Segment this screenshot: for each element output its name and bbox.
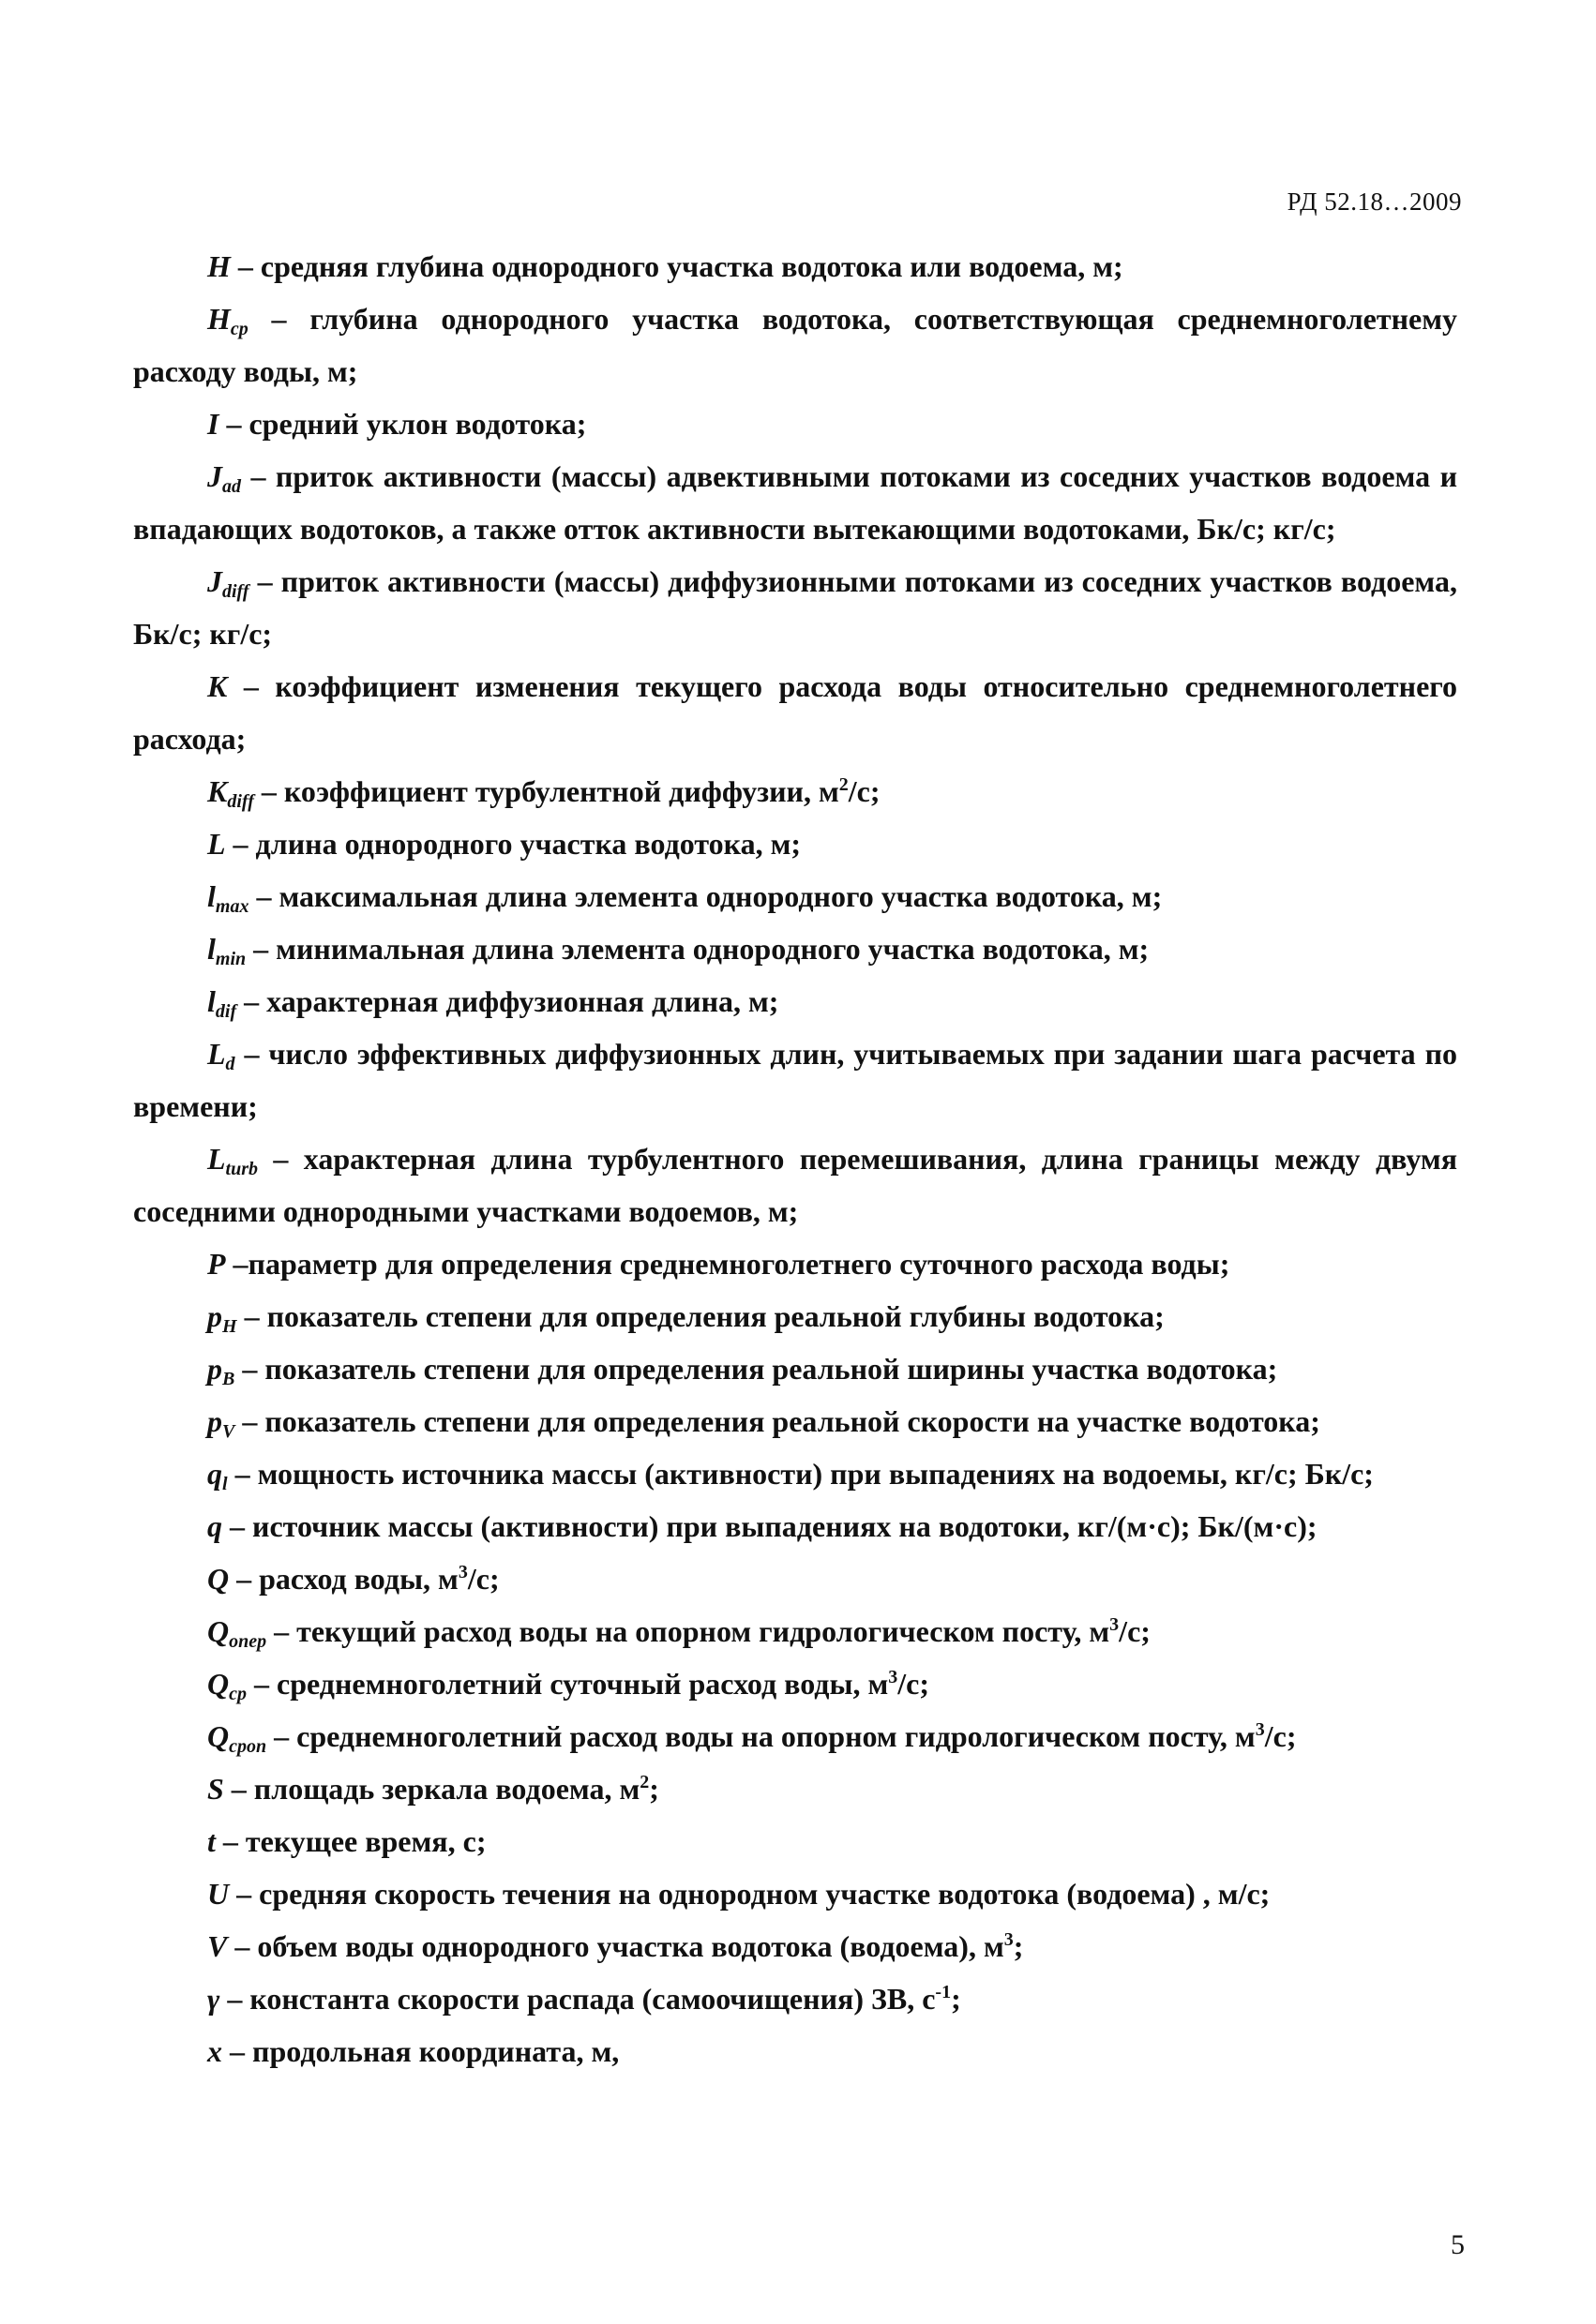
definition-item [133, 1920, 1457, 1972]
definition-item [133, 1552, 1457, 1605]
definition-text: – число эффективных диффузионных длин, учитываемых при задании шага расчета по времени; [133, 1037, 1457, 1123]
symbol: S [207, 1772, 224, 1806]
symbol-subscript: min [215, 949, 247, 969]
symbol-definitions-list [133, 240, 1457, 2077]
symbol-subscript: опер [229, 1631, 267, 1652]
symbol: l [207, 984, 216, 1018]
symbol: Q [207, 1562, 230, 1596]
unit-superscript: 3 [458, 1562, 468, 1582]
definition-item [133, 1342, 1457, 1395]
symbol-subscript: срon [229, 1736, 267, 1757]
symbol-subscript: ср [229, 1684, 247, 1704]
definition-text: – мощность источника массы (активности) при выпадениях на водоемы, кг/с; Бк/с; [227, 1457, 1374, 1491]
definition-item [133, 1132, 1457, 1237]
symbol: H [207, 249, 231, 283]
definition-item [133, 1027, 1457, 1132]
definition-tail: /с; [848, 774, 881, 808]
definition-item [133, 660, 1457, 765]
definition-text: – константа скорости распада (самоочищения) ЗВ, с [219, 1982, 936, 2016]
definition-text: – максимальная длина элемента однородного участка водотока, м; [248, 879, 1163, 913]
definition-item [133, 240, 1457, 292]
definition-text: – показатель степени для определения реальной глубины водотока; [236, 1299, 1165, 1333]
definition-text: – среднемноголетний суточный расход воды, м [247, 1667, 889, 1701]
definition-text: – характерная диффузионная длина, м; [236, 984, 779, 1018]
symbol: p [207, 1404, 222, 1438]
definition-item [133, 1972, 1457, 2025]
definition-text: – характерная длина турбулентного перемешивания, длина границы между двумя соседними однородными участками водоемов, м; [133, 1142, 1457, 1228]
symbol-subscript: V [222, 1421, 235, 1442]
definition-tail: /с; [467, 1562, 500, 1596]
symbol: p [207, 1299, 222, 1333]
definition-text: – объем воды однородного участка водотока (водоема), м [227, 1929, 1004, 1963]
symbol: I [207, 407, 219, 441]
document-code: РД 52.18…2009 [1287, 187, 1462, 216]
definition-item [133, 922, 1457, 975]
unit-superscript: 3 [1255, 1719, 1265, 1740]
symbol-subscript: max [215, 896, 249, 917]
symbol-subscript: H [222, 1316, 237, 1337]
unit-superscript: 2 [838, 774, 849, 795]
symbol: H [207, 302, 231, 336]
unit-superscript: -1 [935, 1982, 952, 2002]
symbol-subscript: d [225, 1054, 235, 1074]
definition-text: – текущее время, с; [215, 1824, 487, 1858]
definition-text: – средняя скорость течения на однородном участке водотока (водоема) , м/с; [229, 1877, 1271, 1911]
definition-item [133, 555, 1457, 660]
definition-item [133, 1395, 1457, 1447]
definition-text: – показатель степени для определения реальной ширины участка водотока; [234, 1352, 1278, 1386]
symbol: t [207, 1824, 216, 1858]
definition-item [133, 450, 1457, 555]
symbol: Q [207, 1719, 230, 1753]
definition-item [133, 292, 1457, 397]
definition-item [133, 817, 1457, 870]
definition-item [133, 397, 1457, 450]
symbol: P [207, 1247, 226, 1281]
definition-item [133, 1447, 1457, 1500]
unit-superscript: 3 [888, 1667, 898, 1687]
definition-item [133, 975, 1457, 1027]
symbol-subscript: dif [215, 1001, 237, 1022]
definition-text: – источник массы (активности) при выпадениях на водотоки, кг/(м·с); Бк/(м·с); [222, 1509, 1317, 1543]
definition-text: – показатель степени для определения реальной скорости на участке водотока; [234, 1404, 1320, 1438]
unit-superscript: 2 [640, 1772, 650, 1792]
symbol: J [207, 459, 222, 493]
symbol: x [207, 2034, 222, 2068]
symbol: V [207, 1929, 228, 1963]
definition-text: – коэффициент изменения текущего расхода воды относительно среднемноголетнего расхода; [133, 669, 1457, 756]
symbol: q [207, 1457, 222, 1491]
definition-item [133, 1762, 1457, 1815]
definition-text: – длина однородного участка водотока, м; [225, 827, 802, 861]
definition-text: –параметр для определения среднемноголетнего суточного расхода воды; [225, 1247, 1230, 1281]
definition-item [133, 1867, 1457, 1920]
definition-text: – минимальная длина элемента однородного участка водотока, м; [246, 932, 1150, 966]
symbol-subscript: ad [222, 476, 241, 497]
symbol-subscript: diff [227, 791, 254, 812]
symbol-subscript: ср [230, 319, 248, 339]
symbol: J [207, 564, 222, 598]
symbol: K [207, 774, 228, 808]
definition-item [133, 1605, 1457, 1657]
definition-item [133, 1290, 1457, 1342]
definition-tail: /с; [1119, 1614, 1151, 1648]
definition-text: – приток активности (массы) адвективными потоками из соседних участков водоема и впадающих водотоков, а также отток активности вытекающими водотоками, Бк/с; кг/с; [133, 459, 1457, 546]
definition-text: – текущий расход воды на опорном гидрологическом посту, м [266, 1614, 1110, 1648]
symbol: L [207, 1037, 226, 1071]
symbol: q [207, 1509, 222, 1543]
definition-tail: ; [649, 1772, 659, 1806]
symbol: K [207, 669, 228, 703]
symbol-subscript: diff [222, 581, 249, 602]
symbol: L [207, 827, 226, 861]
symbol: Q [207, 1667, 230, 1701]
definition-item [133, 1500, 1457, 1552]
symbol: l [207, 932, 216, 966]
definition-item [133, 1657, 1457, 1710]
symbol-subscript: turb [225, 1159, 259, 1179]
definition-item [133, 765, 1457, 817]
symbol: l [207, 879, 216, 913]
definition-tail: /с; [1264, 1719, 1297, 1753]
definition-item [133, 1710, 1457, 1762]
definition-tail: /с; [897, 1667, 929, 1701]
definition-item [133, 2025, 1457, 2077]
symbol: L [207, 1142, 226, 1176]
definition-text: – глубина однородного участка водотока, соответствующая среднемноголетнему расходу воды, м; [133, 302, 1457, 388]
symbol: p [207, 1352, 222, 1386]
definition-item [133, 1815, 1457, 1867]
symbol: Q [207, 1614, 230, 1648]
symbol: γ [207, 1982, 220, 2016]
unit-superscript: 3 [1109, 1614, 1120, 1635]
definition-tail: ; [951, 1982, 961, 2016]
definition-text: – средняя глубина однородного участка водотока или водоема, м; [230, 249, 1123, 283]
symbol-subscript: l [222, 1474, 228, 1494]
definition-text: – продольная координата, м, [222, 2034, 620, 2068]
definition-text: – приток активности (массы) диффузионными потоками из соседних участков водоема, Бк/с; кг/с; [133, 564, 1457, 651]
definition-text: – расход воды, м [229, 1562, 459, 1596]
symbol-subscript: B [222, 1369, 235, 1389]
unit-superscript: 3 [1003, 1929, 1014, 1950]
definition-tail: ; [1013, 1929, 1024, 1963]
definition-text: – коэффициент турбулентной диффузии, м [253, 774, 839, 808]
definition-item [133, 1237, 1457, 1290]
definition-text: – среднемноголетний расход воды на опорном гидрологическом посту, м [266, 1719, 1256, 1753]
definition-text: – средний уклон водотока; [218, 407, 587, 441]
definition-text: – площадь зеркала водоема, м [223, 1772, 640, 1806]
symbol: U [207, 1877, 230, 1911]
page-number: 5 [1451, 2229, 1465, 2260]
definition-item [133, 870, 1457, 922]
